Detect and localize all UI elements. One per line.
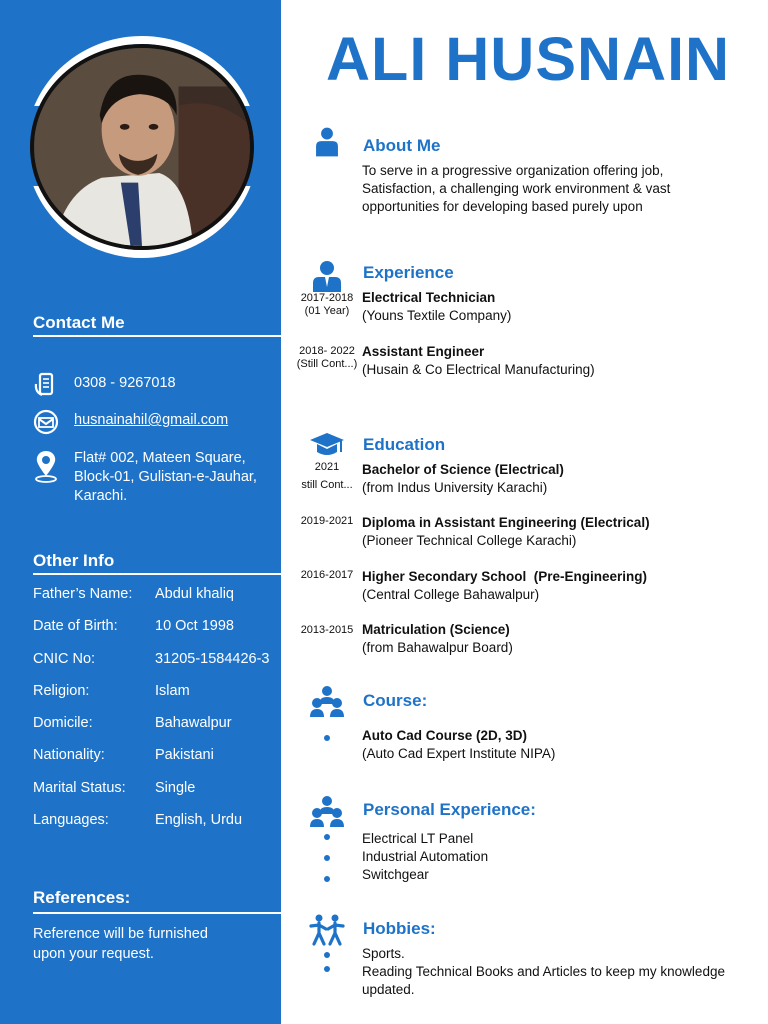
education-degree: Higher Secondary School (Pre-Engineering) (362, 569, 648, 584)
info-label: Marital Status: (33, 779, 126, 796)
about-line: To serve in a progressive organization offering job, (362, 163, 664, 178)
bullet (324, 855, 330, 861)
experience-item (362, 289, 511, 325)
list-item: Electrical LT Panel (362, 831, 474, 846)
date-range: 2017-2018 (300, 292, 354, 304)
bullet (324, 876, 330, 882)
bullet (324, 735, 330, 741)
bullet (324, 834, 330, 840)
contact-divider (33, 335, 281, 337)
contact-address (33, 449, 257, 506)
education-date (292, 569, 362, 582)
list-item: Reading Technical Books and Articles to keep my knowledge (362, 964, 725, 979)
education-date (292, 624, 362, 637)
other-info-divider (33, 573, 281, 575)
profile-photo (30, 44, 254, 250)
personal-experience-list (362, 830, 488, 884)
candidate-name: ALI HUSNAIN (326, 25, 731, 93)
education-item (362, 514, 650, 550)
course-name: Auto Cad Course (2D, 3D) (362, 728, 528, 743)
info-label: Nationality: (33, 747, 105, 764)
education-school: (Pioneer Technical College Karachi) (362, 533, 577, 548)
list-item: Switchgear (362, 867, 429, 882)
education-school: (from Indus University Karachi) (362, 480, 548, 495)
contact-heading: Contact Me (33, 313, 125, 332)
education-date (292, 515, 362, 528)
about-title: About Me (363, 136, 441, 155)
references-heading: References: (33, 888, 131, 907)
address-line: Karachi. (74, 488, 128, 504)
date-range: 2016-2017 (300, 569, 354, 581)
date-range: 2019-2021 (300, 515, 354, 527)
course-item (362, 727, 555, 763)
info-value: 10 Oct 1998 (155, 618, 234, 635)
phone-icon (33, 372, 59, 398)
info-value: 31205-1584426-3 (155, 650, 270, 667)
date-note: (01 Year) (304, 305, 350, 317)
experience-date (292, 292, 362, 318)
hobbies-title: Hobbies: (363, 919, 436, 938)
date-range: 2021 (314, 461, 340, 473)
contact-email (33, 409, 228, 435)
address-line: Block-01, Gulistan-e-Jauhar, (74, 469, 257, 485)
team-icon (308, 795, 346, 827)
info-value: Pakistani (155, 747, 214, 764)
info-value: Bahawalpur (155, 715, 232, 732)
info-label: Father’s Name: (33, 586, 133, 602)
education-item (362, 461, 564, 497)
experience-role: Electrical Technician (362, 290, 496, 305)
sports-people-icon (308, 914, 346, 946)
info-value: Abdul khaliq (155, 586, 234, 602)
location-pin-icon (33, 449, 59, 483)
info-label: Languages: (33, 812, 109, 829)
list-item: Sports. (362, 946, 405, 961)
contact-phone (33, 372, 176, 398)
info-value: Single (155, 779, 196, 796)
experience-org: (Youns Textile Company) (362, 308, 512, 323)
education-item (362, 568, 647, 604)
group-icon (308, 685, 346, 717)
info-label: CNIC No: (33, 650, 96, 667)
experience-date (292, 345, 362, 371)
sidebar (0, 0, 281, 1024)
course-title: Course: (363, 691, 428, 710)
about-line: opportunities for developing based purely upon (362, 199, 643, 214)
phone-number: 0308 - 9267018 (74, 375, 176, 391)
info-label: Domicile: (33, 715, 93, 732)
info-value: Islam (155, 682, 190, 699)
bullet (324, 966, 330, 972)
references-divider (33, 912, 281, 914)
education-degree: Matriculation (Science) (362, 622, 510, 637)
references-line: Reference will be furnished (33, 926, 208, 942)
date-note: (Still Cont...) (296, 358, 358, 370)
course-institute: (Auto Cad Expert Institute NIPA) (362, 746, 556, 761)
list-item: Industrial Automation (362, 849, 489, 864)
person-icon (308, 126, 346, 158)
info-label: Religion: (33, 682, 90, 699)
education-item (362, 621, 513, 657)
personal-experience-title: Personal Experience: (363, 800, 536, 819)
email-link[interactable]: husnainahil@gmail.com (74, 412, 229, 428)
education-degree: Bachelor of Science (Electrical) (362, 462, 564, 477)
education-title: Education (363, 435, 446, 454)
other-info-heading: Other Info (33, 551, 115, 570)
info-label: Date of Birth: (33, 618, 118, 635)
education-degree: Diploma in Assistant Engineering (Electrical) (362, 515, 650, 530)
hobbies-list (362, 945, 725, 999)
date-range: 2013-2015 (300, 624, 354, 636)
experience-title: Experience (363, 263, 454, 282)
references-text (33, 925, 263, 964)
profile-photo-image (34, 48, 250, 246)
date-range: 2018- 2022 (299, 345, 355, 357)
employee-icon (308, 260, 346, 292)
education-school: (from Bahawalpur Board) (362, 640, 513, 655)
experience-role: Assistant Engineer (362, 344, 485, 359)
about-line: Satisfaction, a challenging work environment & vast (362, 181, 671, 196)
experience-org: (Husain & Co Electrical Manufacturing) (362, 362, 595, 377)
info-value: English, Urdu (155, 812, 243, 829)
education-school: (Central College Bahawalpur) (362, 587, 540, 602)
graduation-cap-icon (308, 430, 346, 462)
references-line: upon your request. (33, 945, 154, 962)
profile-photo-frame (22, 36, 262, 258)
date-note: still Cont... (301, 479, 353, 491)
address-line: Flat# 002, Mateen Square, (74, 450, 246, 466)
bullet (324, 952, 330, 958)
list-item: updated. (362, 982, 415, 997)
email-icon (33, 409, 59, 435)
about-text (362, 162, 670, 216)
education-date (292, 461, 362, 492)
experience-item (362, 343, 595, 379)
